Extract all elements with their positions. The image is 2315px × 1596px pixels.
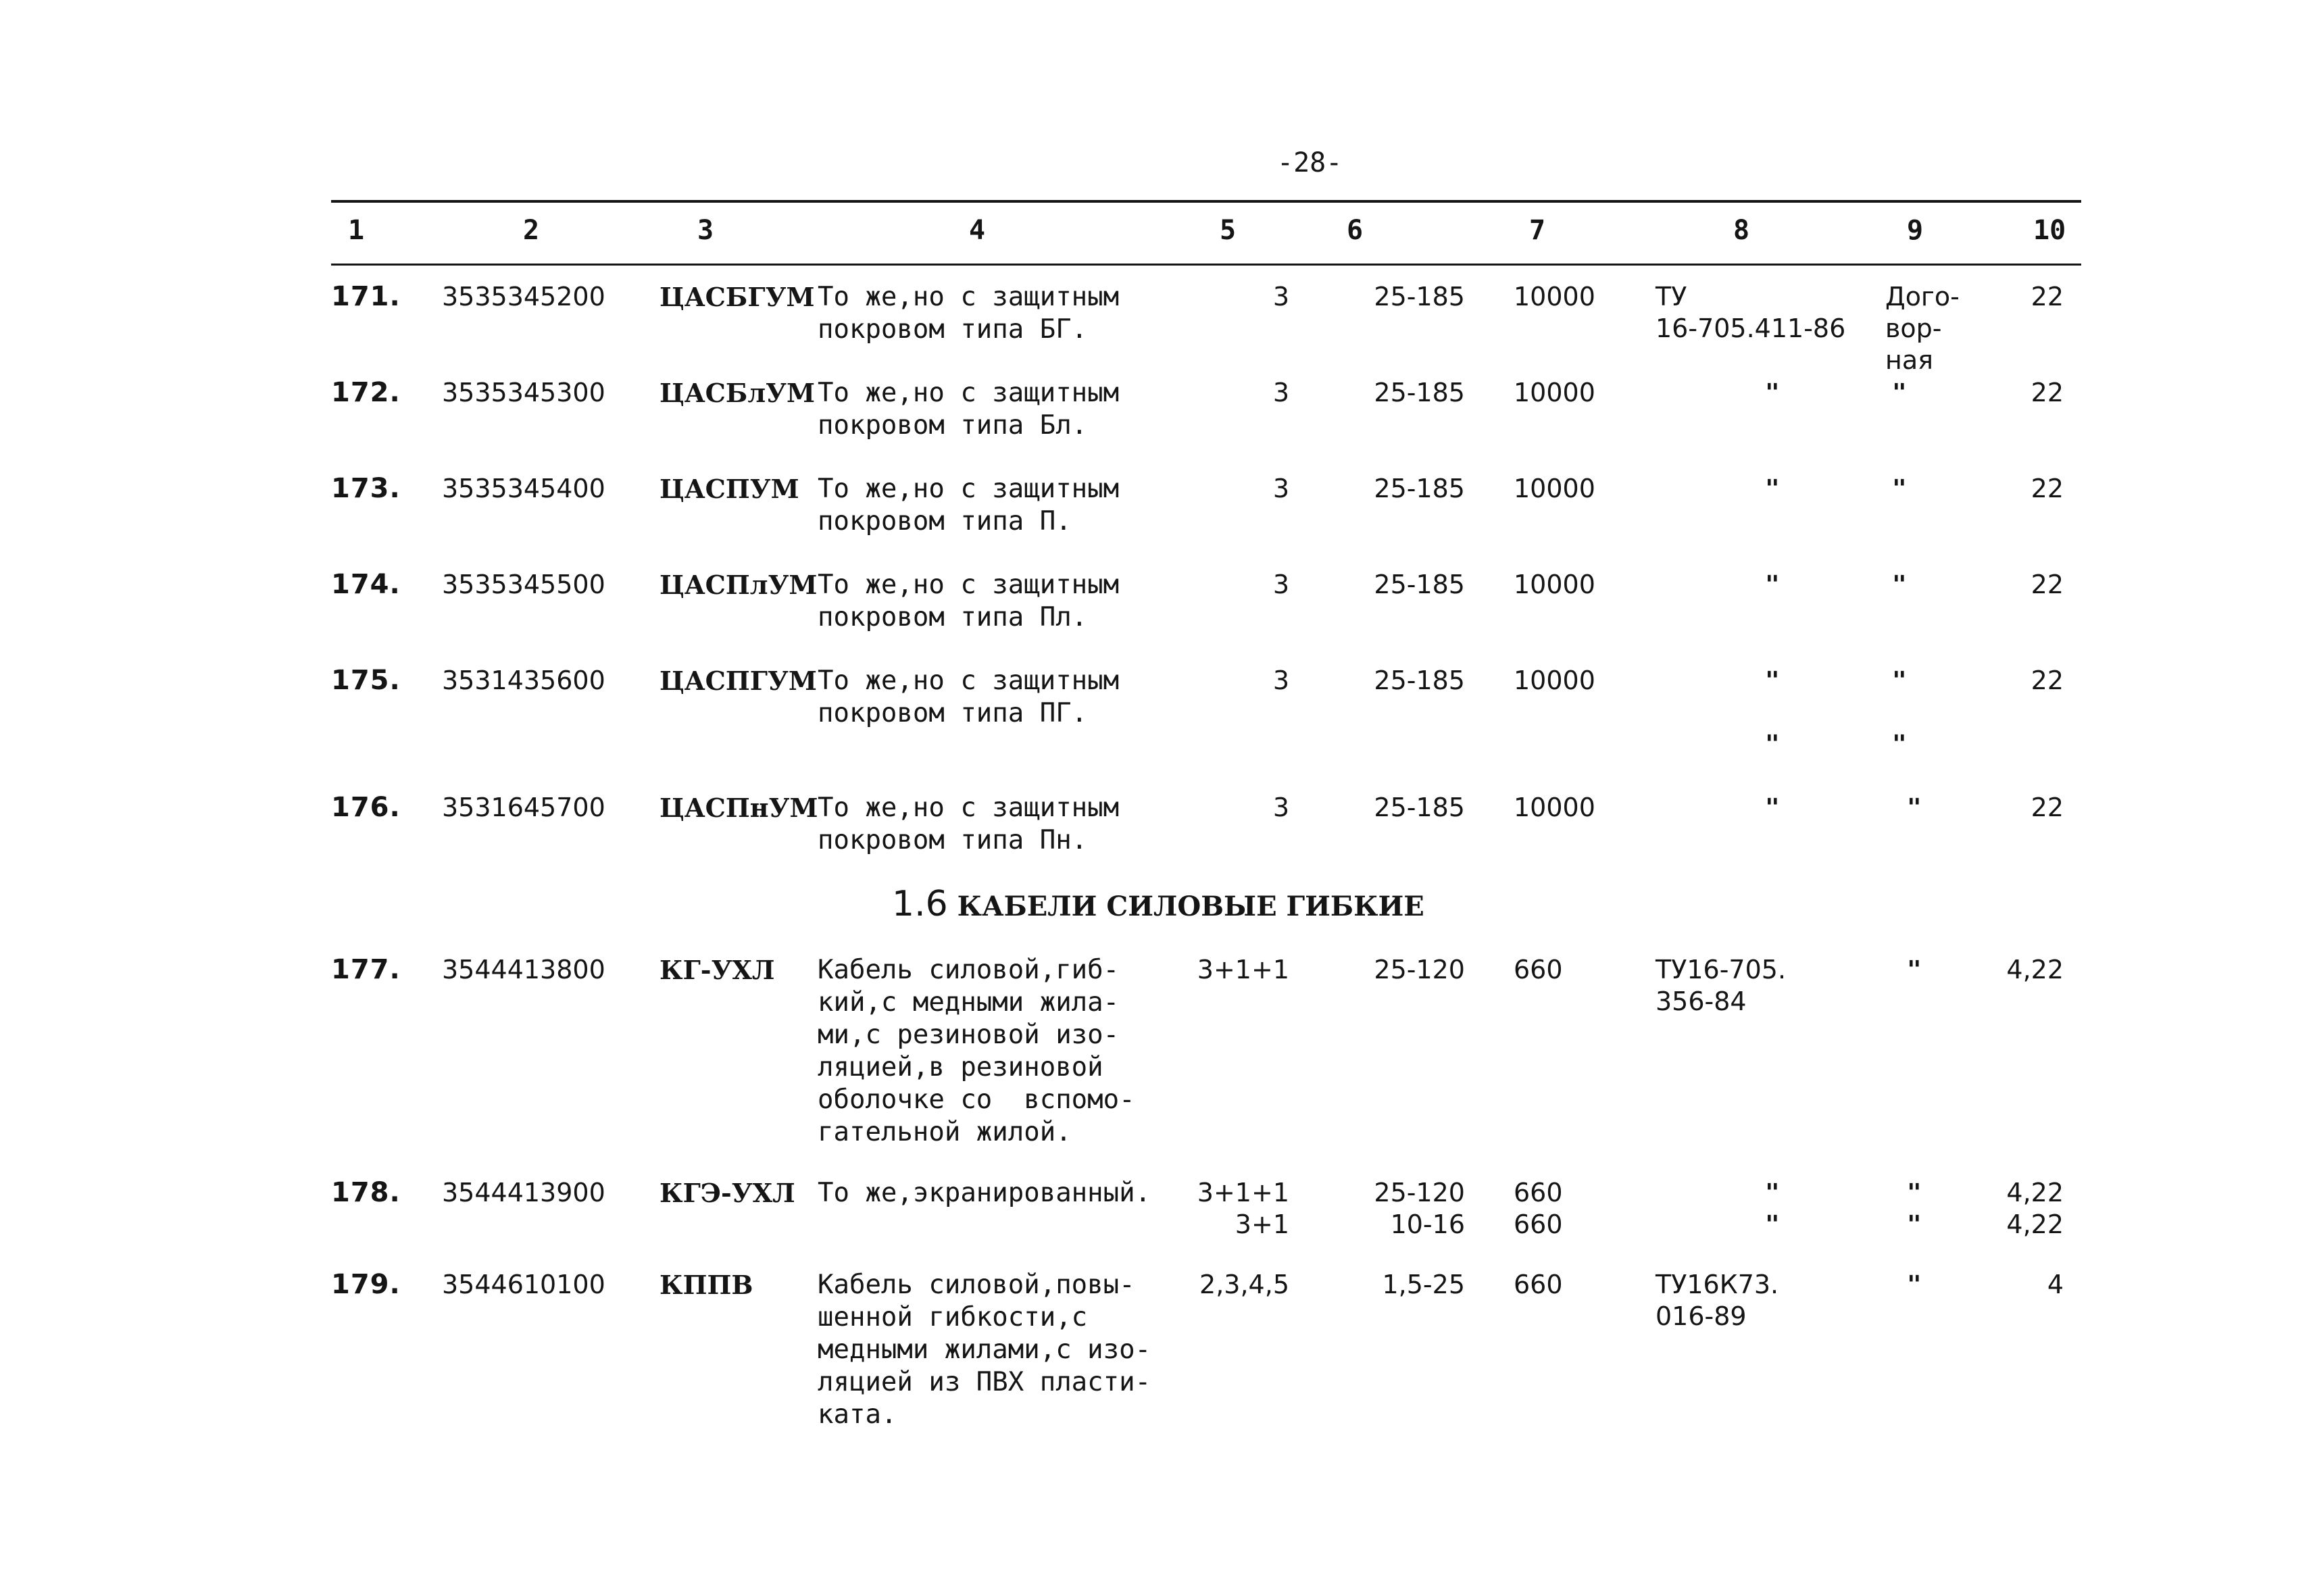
cell-desc: шенной гибкости,с [818,1302,1088,1332]
cell-last: 4 [2047,1270,2064,1299]
cell-desc: покровом типа Бл. [818,410,1088,441]
cell-cores: 3+1+1 [1197,955,1289,984]
cell-last: 22 [2031,793,2064,822]
column-header-6: 6 [1347,215,1364,246]
ditto-mark: " [1892,571,1907,599]
cell-price: Дого- [1885,282,1960,311]
cell-code: 3544610100 [442,1270,605,1299]
ditto-mark: " [1765,730,1780,758]
cell-num: 171. [331,281,401,312]
cell-section: 25-120 [1374,955,1465,984]
cell-desc: ми,с резиновой изо- [818,1020,1120,1050]
cell-section: 25-185 [1374,793,1465,822]
cell-section: 25-185 [1374,666,1465,695]
cell-desc: То же,но с защитным [818,570,1120,600]
cell-desc: Кабель силовой,гиб- [818,955,1120,985]
cell-cores: 3 [1272,282,1289,311]
cell-desc: покровом типа ПГ. [818,698,1088,728]
cell-desc: ляцией,в резиновой [818,1052,1103,1082]
cell-desc: покровом типа БГ. [818,314,1088,345]
ditto-mark: " [1892,730,1907,758]
cell-mark: ЦАСПГУМ [659,666,817,696]
cell-mark: КППВ [659,1270,753,1300]
ditto-mark: " [1907,956,1922,984]
ditto-mark: " [1892,667,1907,695]
cell-desc: То же,но с защитным [818,474,1120,504]
cell-doc: ТУ [1656,282,1687,311]
cell-code: 3531435600 [442,666,605,695]
cell-desc: ката. [818,1399,897,1430]
table-top-rule [331,200,2081,203]
cell-desc: медными жилами,с изо- [818,1335,1151,1365]
cell-desc: оболочке со вспомо- [818,1084,1135,1115]
cell-mark: КГЭ-УХЛ [659,1178,795,1208]
cell-desc: гательной жилой. [818,1117,1072,1147]
cell-num: 179. [331,1269,401,1300]
cell-desc: То же,но с защитным [818,378,1120,408]
ditto-mark: " [1907,1271,1922,1299]
cell-last: 22 [2031,474,2064,503]
cell-price: ная [1885,345,1933,375]
page-number: -28- [1277,147,1343,178]
cell-last: 22 [2031,378,2064,407]
column-header-2: 2 [523,215,540,246]
cell-code: 3544413800 [442,955,605,984]
ditto-mark: " [1907,1211,1922,1239]
cell-num: 175. [331,665,401,696]
cell-mark: КГ-УХЛ [659,955,775,985]
cell-mark: ЦАСПУМ [659,474,799,504]
cell-cores: 3+1 [1235,1210,1289,1239]
cell-doc: 016-89 [1656,1301,1747,1331]
cell-mark: ЦАСПнУМ [659,793,818,823]
cell-desc: То же,но с защитным [818,793,1120,823]
cell-section: 25-185 [1374,378,1465,407]
cell-code: 3544413900 [442,1178,605,1207]
cell-last: 22 [2031,570,2064,599]
cell-desc: кий,с медными жила- [818,987,1120,1018]
cell-section: 25-120 [1374,1178,1465,1207]
cell-code: 3535345500 [442,570,605,599]
cell-voltage: 10000 [1514,474,1595,503]
cell-mark: ЦАСБлУМ [659,378,816,408]
cell-desc: То же,экранированный. [818,1178,1151,1208]
section-title: КАБЕЛИ СИЛОВЫЕ ГИБКИЕ [957,891,1424,922]
cell-cores: 3 [1272,474,1289,503]
ditto-mark: " [1907,794,1922,822]
cell-doc: ТУ16-705. [1656,955,1787,984]
cell-cores: 3+1+1 [1197,1178,1289,1207]
cell-voltage: 660 [1514,955,1563,984]
ditto-mark: " [1765,1211,1780,1239]
cell-code: 3535345200 [442,282,605,311]
cell-mark: ЦАСПлУМ [659,570,818,600]
column-header-5: 5 [1220,215,1237,246]
ditto-mark: " [1765,379,1780,407]
cell-code: 3531645700 [442,793,605,822]
cell-section: 10-16 [1390,1210,1465,1239]
ditto-mark: " [1765,667,1780,695]
cell-last: 4,22 [2006,1178,2064,1207]
cell-section: 1,5-25 [1382,1270,1465,1299]
column-header-10: 10 [2033,215,2066,246]
cell-cores: 2,3,4,5 [1199,1270,1289,1299]
cell-doc: ТУ16К73. [1656,1270,1779,1299]
ditto-mark: " [1765,475,1780,503]
cell-voltage: 660 [1514,1270,1563,1299]
ditto-mark: " [1907,1179,1922,1207]
cell-desc: То же,но с защитным [818,666,1120,696]
cell-cores: 3 [1272,793,1289,822]
cell-num: 173. [331,473,401,504]
column-header-3: 3 [697,215,714,246]
cell-num: 177. [331,954,401,985]
ditto-mark: " [1892,379,1907,407]
ditto-mark: " [1765,1179,1780,1207]
cell-last: 22 [2031,666,2064,695]
cell-code: 3535345400 [442,474,605,503]
cell-voltage: 10000 [1514,666,1595,695]
cell-desc: Кабель силовой,повы- [818,1270,1135,1300]
cell-num: 174. [331,569,401,600]
cell-last: 4,22 [2006,1210,2064,1239]
cell-section: 25-185 [1374,474,1465,503]
cell-last: 4,22 [2006,955,2064,984]
cell-cores: 3 [1272,378,1289,407]
cell-voltage: 660 [1514,1210,1563,1239]
cell-last: 22 [2031,282,2064,311]
cell-desc: покровом типа Пл. [818,602,1088,632]
cell-voltage: 10000 [1514,793,1595,822]
column-header-7: 7 [1529,215,1546,246]
cell-price: вор- [1885,314,1942,343]
column-header-8: 8 [1733,215,1750,246]
cell-mark: ЦАСБГУМ [659,282,815,312]
cell-voltage: 10000 [1514,570,1595,599]
column-header-9: 9 [1907,215,1924,246]
column-header-1: 1 [348,215,365,246]
cell-cores: 3 [1272,570,1289,599]
cell-num: 172. [331,377,401,408]
ditto-mark: " [1765,571,1780,599]
cell-desc: покровом типа П. [818,506,1072,537]
cell-code: 3535345300 [442,378,605,407]
cell-num: 178. [331,1177,401,1208]
cell-voltage: 10000 [1514,282,1595,311]
cell-num: 176. [331,792,401,823]
section-heading [892,884,1424,924]
cell-voltage: 10000 [1514,378,1595,407]
cell-desc: То же,но с защитным [818,282,1120,312]
column-header-4: 4 [969,215,986,246]
cell-cores: 3 [1272,666,1289,695]
cell-doc: 356-84 [1656,987,1747,1016]
section-number: 1.6 [892,884,948,924]
cell-doc: 16-705.411-86 [1656,314,1846,343]
ditto-mark: " [1892,475,1907,503]
cell-section: 25-185 [1374,570,1465,599]
cell-desc: ляцией из ПВХ пласти- [818,1367,1151,1397]
cell-desc: покровом типа Пн. [818,825,1088,855]
cell-voltage: 660 [1514,1178,1563,1207]
ditto-mark: " [1765,794,1780,822]
cell-section: 25-185 [1374,282,1465,311]
table-header-rule [331,264,2081,266]
